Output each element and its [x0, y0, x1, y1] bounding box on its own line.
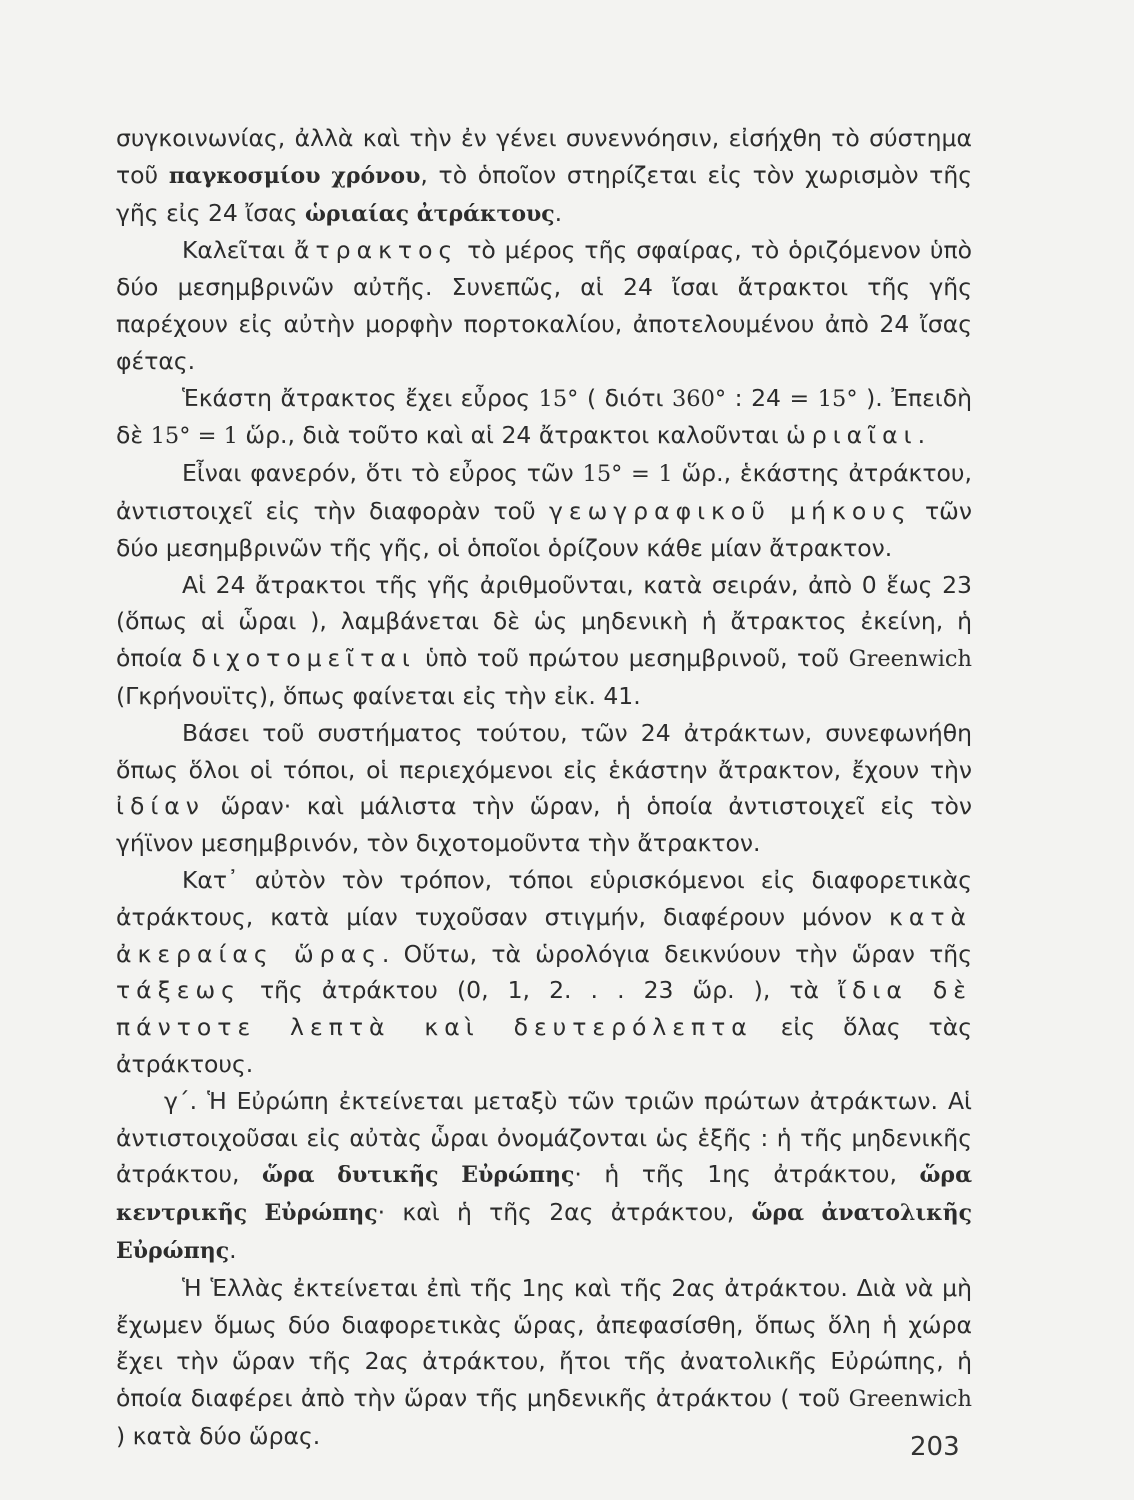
text-run: συγκοινωνίας, ἀλλὰ καὶ τὴν ἐν γένει συνεννόησιν, εἰσήχθη τὸ σύστημα τοῦ: [116, 124, 972, 189]
text-run: 360°: [671, 385, 727, 412]
text-run: τῶν δύο μεσημβρινῶν τῆς γῆς, οἱ ὁποῖοι ὁρίζουν κάθε μίαν ἄτρακτον.: [116, 496, 972, 562]
paragraph: [116, 1083, 972, 1270]
paragraph: [116, 232, 972, 379]
text-run: ὥρα κεντρικῆς Εὐρώπης: [116, 1162, 972, 1227]
text-run: ) κατὰ δύο ὥρας.: [116, 1421, 321, 1450]
text-run: ( διότι: [578, 383, 672, 412]
paragraph: [116, 380, 972, 456]
paragraph: [116, 862, 972, 1083]
text-run: . Οὕτω, τὰ ὡρολόγια δεικνύουν τὴν ὥραν τῆς: [381, 939, 972, 968]
text-run: 15°: [538, 385, 579, 412]
paragraph: [116, 1270, 972, 1455]
text-run: τάξεως: [116, 976, 241, 1005]
text-run: ἴδια δὲ πάντοτε λεπτὰ καὶ δευτερόλεπτα: [116, 976, 972, 1042]
text-run: τῆς ἀτράκτου (0, 1, 2. . . 23 ὥρ. ), τὰ: [240, 976, 839, 1005]
text-run: διχοτομεῖται: [191, 644, 416, 673]
text-run: γεωγραφικοῦ μήκους: [548, 496, 912, 525]
text-run: Εἶναι φανερόν, ὅτι τὸ εὖρος τῶν: [182, 459, 583, 488]
text-run: · καὶ ἡ τῆς 2ας ἀτράκτου,: [377, 1198, 752, 1227]
text-run: κατὰ ἀκεραίας ὥρας: [116, 902, 972, 968]
paragraph: [116, 715, 972, 862]
text-run: .: [229, 1235, 237, 1264]
text-run: Greenwich: [848, 1386, 972, 1413]
text-run: εἰς ὅλας τὰς ἀτράκτους.: [116, 1013, 972, 1078]
text-run: : 24 =: [726, 383, 818, 412]
paragraph: [116, 455, 972, 566]
text-run: ὡριαῖαι: [786, 421, 918, 450]
text-run: Ἑκάστη ἄτρακτος ἔχει εὖρος: [182, 383, 539, 412]
text-run: , τὸ ὁποῖον στηρίζεται εἰς τὸν χωρισμὸν τῆς γῆς εἰς 24 ἴσας: [116, 160, 973, 227]
text-run: · ἡ τῆς 1ης ἀτράκτου,: [574, 1160, 920, 1189]
text-run: ὡριαίας ἀτράκτους: [304, 200, 555, 227]
text-run: Βάσει τοῦ συστήματος τούτου, τῶν 24 ἀτράκτων, συνεφωνήθη ὅπως ὅλοι οἱ τόποι, οἱ περιεχόμενοι εἰς ἑκάστην ἄτρακτον, ἔχουν τὴν: [116, 718, 972, 784]
text-run: .: [554, 198, 563, 227]
text-run: ὥρα δυτικῆς Εὐρώπης: [262, 1162, 575, 1189]
page-number: 203: [910, 1432, 960, 1462]
text-run: ὑπὸ τοῦ πρώτου μεσημβρινοῦ, τοῦ: [415, 644, 849, 673]
text-run: 15° = 1: [582, 461, 673, 488]
text-run: Αἱ 24 ἄτρακτοι τῆς γῆς ἀριθμοῦνται, κατὰ σειράν, ἀπὸ 0 ἕως 23 (ὅπως αἱ ὧραι ), λαμβάνεται δὲ ὡς μηδενικὴ ἡ ἄτρακτος ἐκείνη, ἡ ὁποία: [116, 570, 972, 673]
text-run: ). Ἐπειδὴ δὲ: [116, 383, 973, 450]
paragraph: [116, 120, 972, 232]
text-run: ἰδίαν: [116, 792, 205, 821]
text-run: (Γκρήνουϊτς), ὅπως φαίνεται εἰς τὴν εἰκ. 41.: [116, 681, 641, 710]
text-run: γ΄. Ἡ Εὐρώπη ἐκτείνεται μεταξὺ τῶν τριῶν πρώτων ἀτράκτων. Αἱ ἀντιστοιχοῦσαι εἰς αὐτὰς ὧραι ὀνομάζονται ὡς ἑξῆς : ἡ τῆς μηδενικῆς ἀτράκτου,: [116, 1086, 972, 1189]
text-run: παγκοσμίου χρόνου: [168, 162, 421, 189]
text-run: .: [917, 421, 926, 450]
text-run: ὥρ., ἑκάστης ἀτράκτου, ἀντιστοιχεῖ εἰς τὴν διαφορὰν τοῦ: [116, 459, 973, 525]
text-run: Ἡ Ἑλλὰς ἐκτείνεται ἐπὶ τῆς 1ης καὶ τῆς 2ας ἀτράκτου. Διὰ νὰ μὴ ἔχωμεν ὅμως δύο διαφορετικὰς ὥρας, ἀπεφασίσθη, ὅπως ὅλη ἡ χώρα ἔχει τὴν ὥραν τῆς 2ας ἀτράκτου, ἤτοι τῆς ἀνατολικῆς Εὐρώπης, ἡ ὁποία διαφέρει ἀπὸ τὴν ὥραν τῆς μηδενικῆς ἀτράκτου ( τοῦ: [116, 1273, 972, 1413]
text-run: 15° = 1: [150, 423, 238, 450]
text-run: ὥρ., διὰ τοῦτο καὶ αἱ 24 ἄτρακτοι καλοῦνται: [237, 421, 787, 450]
text-run: Κατ᾽ αὐτὸν τὸν τρόπον, τόποι εὑρισκόμενοι εἰς διαφορετικὰς ἀτράκτους, κατὰ μίαν τυχοῦσαν στιγμήν, διαφέρουν μόνον: [116, 865, 972, 931]
text-run: ὥρα ἀνατολικῆς Εὐρώπης: [116, 1200, 972, 1264]
text-run: 15°: [817, 385, 858, 412]
text-run: ἄτρακτος: [294, 236, 459, 265]
text-run: ὥραν· καὶ μάλιστα τὴν ὥραν, ἡ ὁποία ἀντιστοιχεῖ εἰς τὸν γήϊνον μεσημβρινόν, τὸν διχοτομοῦντα τὴν ἄτρακτον.: [116, 792, 972, 858]
text-run: Greenwich: [848, 646, 972, 673]
paragraph: [116, 567, 972, 715]
text-run: Καλεῖται: [182, 236, 295, 265]
page-body: [116, 120, 972, 1455]
text-run: τὸ μέρος τῆς σφαίρας, τὸ ὁριζόμενον ὑπὸ δύο μεσημβρινῶν αὐτῆς. Συνεπῶς, αἱ 24 ἴσαι ἄτρακτοι τῆς γῆς παρέχουν εἰς αὐτὴν μορφὴν πορτοκαλίου, ἀποτελουμένου ἀπὸ 24 ἴσας φέτας.: [116, 236, 972, 375]
